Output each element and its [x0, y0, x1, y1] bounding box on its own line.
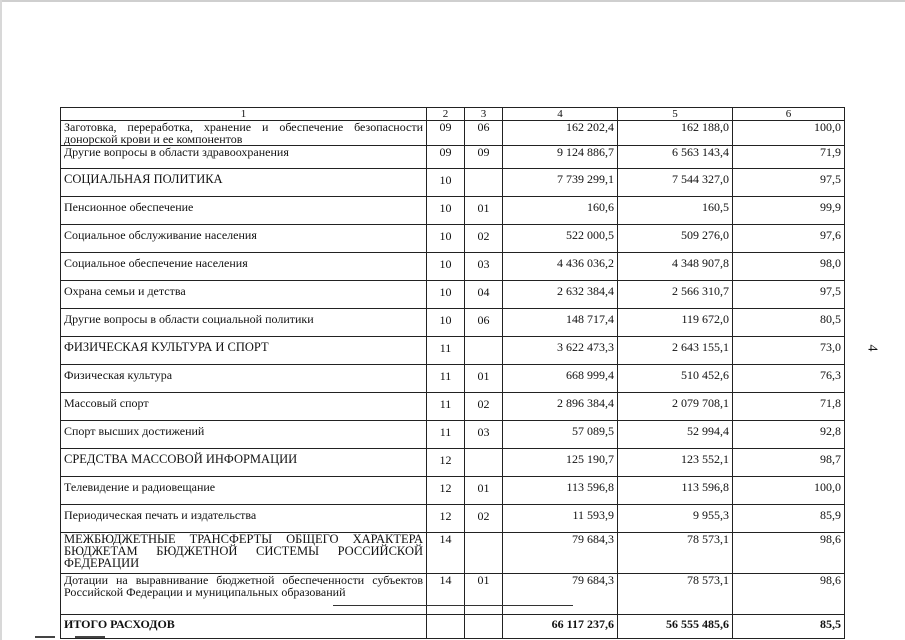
table-row [61, 421, 845, 449]
row-section: 11 [427, 365, 465, 393]
row-name: ФИЗИЧЕСКАЯ КУЛЬТУРА И СПОРТ [61, 337, 427, 365]
row-percent: 71,9 [733, 146, 845, 169]
row-subsection [465, 337, 503, 365]
row-subsection: 06 [465, 309, 503, 337]
row-subsection: 01 [465, 197, 503, 225]
row-section: 10 [427, 197, 465, 225]
table-row [61, 225, 845, 253]
row-percent: 99,9 [733, 197, 845, 225]
column-number: 4 [503, 108, 618, 121]
row-planned: 113 596,8 [503, 477, 618, 505]
row-actual: 119 672,0 [618, 309, 733, 337]
row-actual: 162 188,0 [618, 121, 733, 146]
row-actual: 6 563 143,4 [618, 146, 733, 169]
footer-rule [333, 605, 573, 606]
row-section: 09 [427, 121, 465, 146]
row-actual: 7 544 327,0 [618, 169, 733, 197]
table-row [61, 574, 845, 615]
table-row [61, 365, 845, 393]
row-name: Другие вопросы в области здравоохранения [61, 146, 427, 169]
row-planned: 79 684,3 [503, 574, 618, 615]
row-name: Другие вопросы в области социальной политики [61, 309, 427, 337]
scan-artifact [75, 636, 105, 638]
row-section: 14 [427, 574, 465, 615]
row-actual: 113 596,8 [618, 477, 733, 505]
row-actual: 510 452,6 [618, 365, 733, 393]
row-section: 11 [427, 393, 465, 421]
table-row [61, 337, 845, 365]
row-subsection [465, 169, 503, 197]
row-section: 12 [427, 477, 465, 505]
row-name: Пенсионное обеспечение [61, 197, 427, 225]
row-subsection: 01 [465, 365, 503, 393]
row-subsection: 06 [465, 121, 503, 146]
row-planned: 148 717,4 [503, 309, 618, 337]
row-percent: 92,8 [733, 421, 845, 449]
row-subsection: 02 [465, 505, 503, 533]
row-percent: 100,0 [733, 477, 845, 505]
row-actual: 2 566 310,7 [618, 281, 733, 309]
row-subsection: 02 [465, 225, 503, 253]
row-subsection: 03 [465, 253, 503, 281]
row-planned: 11 593,9 [503, 505, 618, 533]
table-row [61, 146, 845, 169]
row-planned: 125 190,7 [503, 449, 618, 477]
row-name: Дотации на выравнивание бюджетной обеспеченности субъектов Российской Федерации и муниципальных образований [61, 574, 427, 615]
column-number-row [61, 108, 845, 121]
total-planned: 66 117 237,6 [503, 615, 618, 639]
column-number: 2 [427, 108, 465, 121]
row-name: МЕЖБЮДЖЕТНЫЕ ТРАНСФЕРТЫ ОБЩЕГО ХАРАКТЕРА БЮДЖЕТАМ БЮДЖЕТНОЙ СИСТЕМЫ РОССИЙСКОЙ ФЕДЕРАЦИИ [61, 533, 427, 574]
row-percent: 98,0 [733, 253, 845, 281]
row-planned: 79 684,3 [503, 533, 618, 574]
row-subsection [465, 449, 503, 477]
row-planned: 4 436 036,2 [503, 253, 618, 281]
total-section [427, 615, 465, 639]
row-actual: 4 348 907,8 [618, 253, 733, 281]
column-number: 6 [733, 108, 845, 121]
row-section: 09 [427, 146, 465, 169]
row-planned: 2 632 384,4 [503, 281, 618, 309]
row-section: 11 [427, 337, 465, 365]
row-percent: 73,0 [733, 337, 845, 365]
row-planned: 160,6 [503, 197, 618, 225]
total-subsection [465, 615, 503, 639]
row-actual: 9 955,3 [618, 505, 733, 533]
row-planned: 522 000,5 [503, 225, 618, 253]
row-percent: 76,3 [733, 365, 845, 393]
row-subsection: 02 [465, 393, 503, 421]
table-row [61, 197, 845, 225]
row-planned: 7 739 299,1 [503, 169, 618, 197]
row-name: Социальное обслуживание населения [61, 225, 427, 253]
row-actual: 160,5 [618, 197, 733, 225]
table-row [61, 281, 845, 309]
row-name: Физическая культура [61, 365, 427, 393]
row-planned: 2 896 384,4 [503, 393, 618, 421]
column-number: 5 [618, 108, 733, 121]
table-row [61, 121, 845, 146]
row-subsection: 09 [465, 146, 503, 169]
table-row [61, 253, 845, 281]
row-actual: 2 079 708,1 [618, 393, 733, 421]
row-percent: 98,7 [733, 449, 845, 477]
row-name: Телевидение и радиовещание [61, 477, 427, 505]
row-percent: 98,6 [733, 533, 845, 574]
row-section: 12 [427, 505, 465, 533]
row-subsection: 04 [465, 281, 503, 309]
row-name: СОЦИАЛЬНАЯ ПОЛИТИКА [61, 169, 427, 197]
column-number: 1 [61, 108, 427, 121]
row-actual: 78 573,1 [618, 574, 733, 615]
row-name: Массовый спорт [61, 393, 427, 421]
row-name: Периодическая печать и издательства [61, 505, 427, 533]
total-actual: 56 555 485,6 [618, 615, 733, 639]
total-percent: 85,5 [733, 615, 845, 639]
page-edge-left [0, 0, 2, 640]
scan-artifact [35, 636, 55, 638]
row-percent: 100,0 [733, 121, 845, 146]
table-row [61, 169, 845, 197]
total-label: ИТОГО РАСХОДОВ [61, 615, 427, 639]
row-section: 10 [427, 309, 465, 337]
row-section: 10 [427, 169, 465, 197]
table-row [61, 393, 845, 421]
table-row [61, 309, 845, 337]
row-percent: 71,8 [733, 393, 845, 421]
row-subsection: 01 [465, 477, 503, 505]
row-actual: 52 994,4 [618, 421, 733, 449]
row-percent: 97,5 [733, 281, 845, 309]
row-section: 12 [427, 449, 465, 477]
row-actual: 78 573,1 [618, 533, 733, 574]
row-percent: 85,9 [733, 505, 845, 533]
row-section: 10 [427, 225, 465, 253]
table-row [61, 477, 845, 505]
row-subsection [465, 533, 503, 574]
row-name: Заготовка, переработка, хранение и обеспечение безопасности донорской крови и ее компонентов [61, 121, 427, 146]
total-row [61, 615, 845, 639]
row-planned: 9 124 886,7 [503, 146, 618, 169]
table-row [61, 449, 845, 477]
row-subsection: 03 [465, 421, 503, 449]
row-section: 10 [427, 281, 465, 309]
row-percent: 97,5 [733, 169, 845, 197]
table-row [61, 505, 845, 533]
row-section: 11 [427, 421, 465, 449]
row-section: 14 [427, 533, 465, 574]
row-section: 10 [427, 253, 465, 281]
page-number: 4 [864, 344, 880, 352]
row-planned: 3 622 473,3 [503, 337, 618, 365]
row-actual: 123 552,1 [618, 449, 733, 477]
column-number: 3 [465, 108, 503, 121]
row-percent: 80,5 [733, 309, 845, 337]
row-name: СРЕДСТВА МАССОВОЙ ИНФОРМАЦИИ [61, 449, 427, 477]
row-actual: 2 643 155,1 [618, 337, 733, 365]
row-planned: 668 999,4 [503, 365, 618, 393]
page-edge-top [0, 0, 905, 2]
row-subsection: 01 [465, 574, 503, 615]
row-name: Охрана семьи и детства [61, 281, 427, 309]
row-planned: 57 089,5 [503, 421, 618, 449]
row-percent: 98,6 [733, 574, 845, 615]
row-percent: 97,6 [733, 225, 845, 253]
row-name: Социальное обеспечение населения [61, 253, 427, 281]
budget-expenditure-table [60, 107, 845, 639]
row-actual: 509 276,0 [618, 225, 733, 253]
row-planned: 162 202,4 [503, 121, 618, 146]
table-row [61, 533, 845, 574]
row-name: Спорт высших достижений [61, 421, 427, 449]
